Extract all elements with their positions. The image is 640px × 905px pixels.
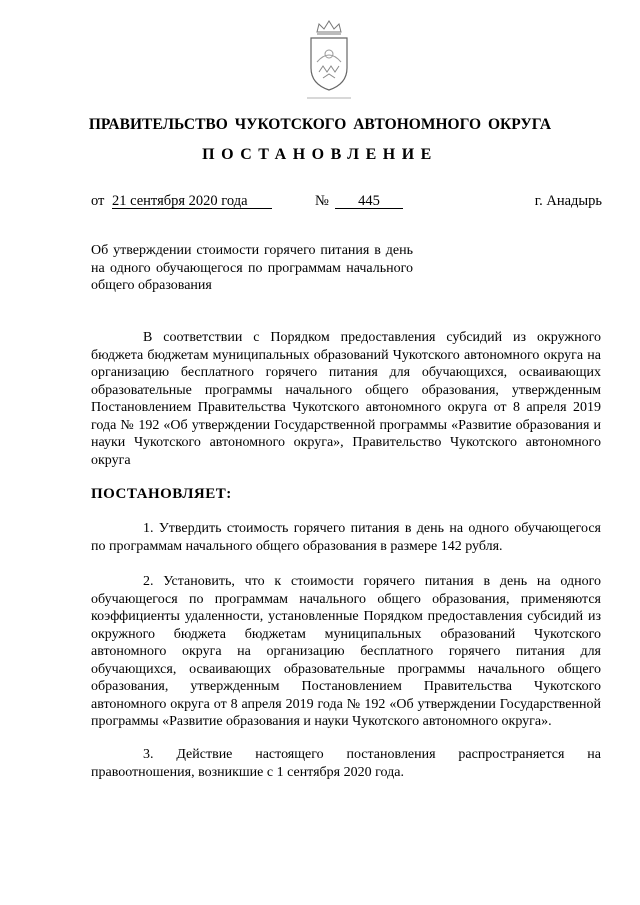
document-type-title: ПОСТАНОВЛЕНИЕ [202, 146, 438, 163]
coat-of-arms-emblem [303, 18, 355, 104]
government-title: ПРАВИТЕЛЬСТВО ЧУКОТСКОГО АВТОНОМНОГО ОКРУГА [88, 116, 552, 133]
decree-label: ПОСТАНОВЛЯЕТ: [91, 486, 232, 502]
document-date: 21 сентября 2020 года [112, 194, 272, 209]
date-from-label: от [91, 193, 105, 209]
decree-item-2: 2. Установить, что к стоимости горячего питания в день на одного обучающегося по программам начального общего образования, применяются коэффициенты удаленности, установленные Порядком предоставления субсидий из окружного бюджета бюджетам муниципальных образований Чукотского автономного округа на организацию бесплатного горячего питания для обучающихся, осваивающих образовательные программы начального общего образования, утвержденным Постановлением Правительства Чукотского автономного округа от 8 апреля 2019 года № 192 «Об утверждении Государственной программы «Развитие образования и науки Чукотского автономного округа». [91, 574, 601, 729]
decree-item-3: 3. Действие настоящего постановления распространяется на правоотношения, возникшие с 1 сентября 2020 года. [91, 747, 601, 780]
preamble-paragraph: В соответствии с Порядком предоставления субсидий из окружного бюджета бюджетам муниципальных образований Чукотского автономного округа на организацию бесплатного горячего питания для обучающихся, осваивающих образовательные программы начального общего образования, утвержденным Постановлением Правительства Чукотского автономного округа от 8 апреля 2019 года № 192 «Об утверждении Государственной программы «Развитие образования и науки Чукотского автономного округа», Правительство Чукотского автономного округа [91, 330, 601, 468]
date-field [112, 193, 272, 210]
place: г. Анадырь [534, 193, 602, 209]
number-label: № [315, 193, 329, 209]
document-number: 445 [335, 194, 403, 209]
decree-item-1: 1. Утвердить стоимость горячего питания в день на одного обучающегося по программам начального общего образования в размере 142 рубля. [91, 521, 601, 554]
number-field [335, 193, 403, 210]
document-topic: Об утверждении стоимости горячего питания в день на одного обучающегося по программам начального общего образования [91, 243, 413, 293]
